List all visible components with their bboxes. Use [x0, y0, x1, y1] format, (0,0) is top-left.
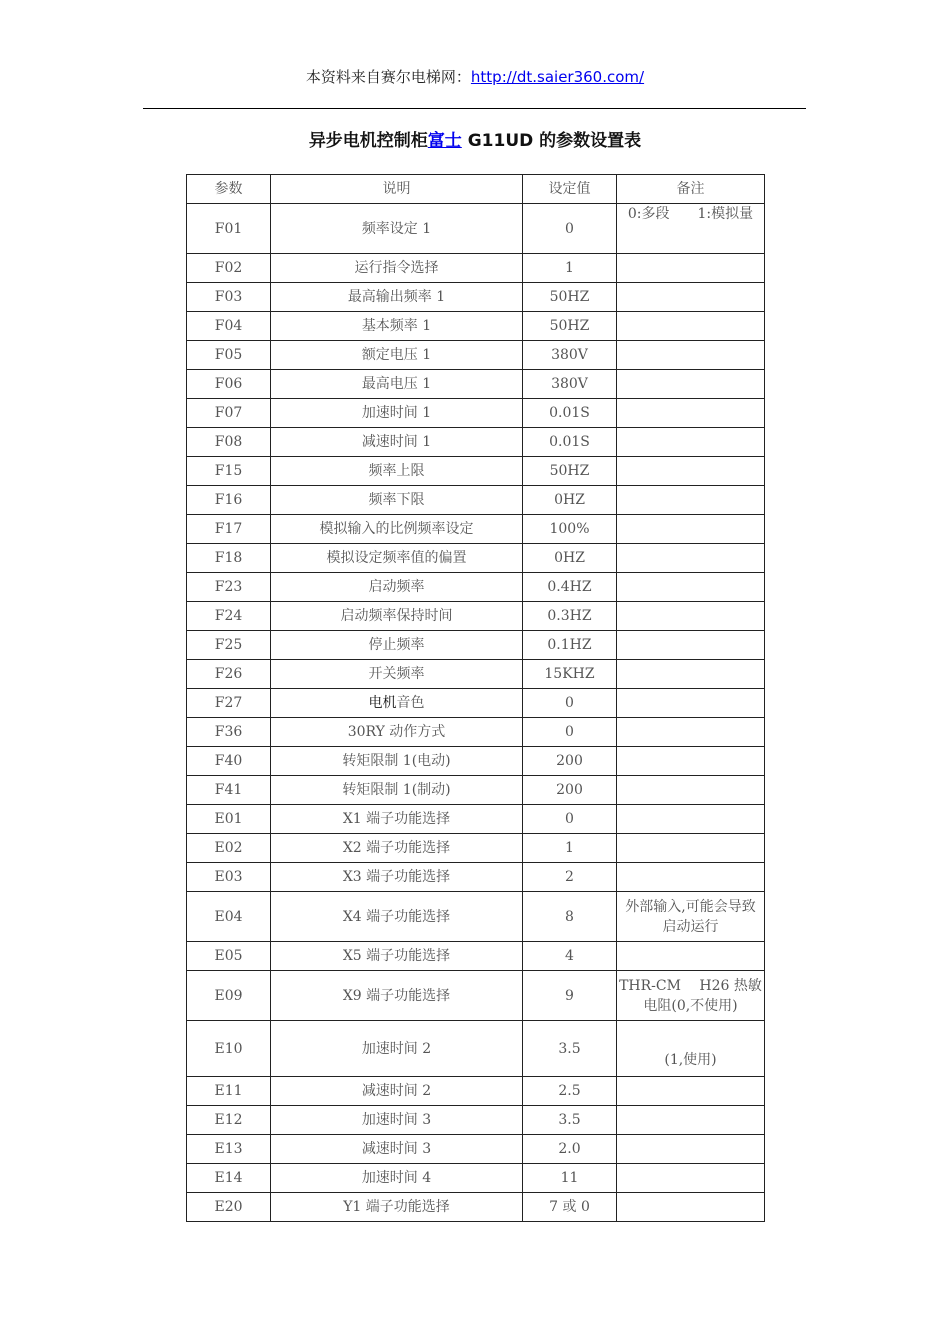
param-description-cell: 转矩限制 1(制动): [271, 776, 523, 805]
param-code-cell: F41: [187, 776, 271, 805]
header-divider: [143, 108, 806, 109]
table-row: [187, 1106, 765, 1135]
param-description-cell: 基本频率 1: [271, 312, 523, 341]
param-code-cell: F36: [187, 718, 271, 747]
param-description-cell: 模拟输入的比例频率设定: [271, 515, 523, 544]
column-header-value: 设定值: [523, 175, 617, 204]
setting-value-cell: 0.01S: [523, 428, 617, 457]
param-code-cell: F24: [187, 602, 271, 631]
setting-value-cell: 0.01S: [523, 399, 617, 428]
remark-cell: [617, 428, 765, 457]
setting-value-cell: 0.3HZ: [523, 602, 617, 631]
param-description-cell: 启动频率保持时间: [271, 602, 523, 631]
setting-value-cell: 200: [523, 776, 617, 805]
table-row: [187, 254, 765, 283]
table-row: [187, 834, 765, 863]
param-code-cell: F04: [187, 312, 271, 341]
param-description-cell: 加速时间 2: [271, 1021, 523, 1077]
param-description-cell: 减速时间 3: [271, 1135, 523, 1164]
setting-value-cell: 7 或 0: [523, 1193, 617, 1222]
table-row: [187, 660, 765, 689]
param-code-cell: E11: [187, 1077, 271, 1106]
remark-cell: [617, 942, 765, 971]
param-code-cell: E14: [187, 1164, 271, 1193]
description-text: 音色: [396, 695, 425, 711]
table-row: [187, 399, 765, 428]
parameter-table: [186, 174, 765, 1222]
remark-cell: [617, 573, 765, 602]
param-code-cell: E01: [187, 805, 271, 834]
param-code-cell: F15: [187, 457, 271, 486]
param-code-cell: E04: [187, 892, 271, 942]
setting-value-cell: 0: [523, 204, 617, 254]
param-code-cell: F16: [187, 486, 271, 515]
param-description-cell: 最高输出频率 1: [271, 283, 523, 312]
setting-value-cell: 50HZ: [523, 312, 617, 341]
param-description-cell: 30RY 动作方式: [271, 718, 523, 747]
remark-cell: 外部输入,可能会导致启动运行: [617, 892, 765, 942]
table-row: [187, 1193, 765, 1222]
param-description-cell: X5 端子功能选择: [271, 942, 523, 971]
param-description-cell: 减速时间 1: [271, 428, 523, 457]
param-code-cell: F27: [187, 689, 271, 718]
setting-value-cell: 380V: [523, 370, 617, 399]
description-emphasis-text: 电机: [368, 695, 397, 711]
remark-cell: [617, 399, 765, 428]
table-row: [187, 1077, 765, 1106]
param-description-cell: X4 端子功能选择: [271, 892, 523, 942]
param-description-cell: 启动频率: [271, 573, 523, 602]
setting-value-cell: 3.5: [523, 1021, 617, 1077]
setting-value-cell: 0HZ: [523, 486, 617, 515]
param-description-cell: 最高电压 1: [271, 370, 523, 399]
table-row: [187, 283, 765, 312]
remark-cell: [617, 515, 765, 544]
table-row: [187, 1135, 765, 1164]
param-description-cell: 停止频率: [271, 631, 523, 660]
param-description-cell: 加速时间 1: [271, 399, 523, 428]
setting-value-cell: 2.0: [523, 1135, 617, 1164]
param-code-cell: E10: [187, 1021, 271, 1077]
table-row: [187, 863, 765, 892]
table-row: [187, 689, 765, 718]
param-code-cell: E12: [187, 1106, 271, 1135]
remark-cell: [617, 776, 765, 805]
table-row: [187, 370, 765, 399]
param-description-cell: [271, 689, 523, 718]
param-code-cell: F01: [187, 204, 271, 254]
table-row: [187, 942, 765, 971]
table-header-row: [187, 175, 765, 204]
param-description-cell: 加速时间 3: [271, 1106, 523, 1135]
table-row: [187, 341, 765, 370]
remark-cell: [617, 834, 765, 863]
remark-cell: [617, 1077, 765, 1106]
setting-value-cell: 1: [523, 254, 617, 283]
table-row: [187, 204, 765, 254]
remark-cell: [617, 370, 765, 399]
remark-cell: [617, 457, 765, 486]
setting-value-cell: 100%: [523, 515, 617, 544]
setting-value-cell: 2: [523, 863, 617, 892]
param-description-cell: X9 端子功能选择: [271, 971, 523, 1021]
remark-cell: [617, 283, 765, 312]
setting-value-cell: 11: [523, 1164, 617, 1193]
table-row: [187, 573, 765, 602]
page-header: [0, 66, 950, 87]
remark-cell: [617, 254, 765, 283]
table-row: [187, 805, 765, 834]
setting-value-cell: 9: [523, 971, 617, 1021]
remark-cell: [617, 747, 765, 776]
remark-cell: [617, 689, 765, 718]
param-code-cell: F17: [187, 515, 271, 544]
remark-cell: [617, 312, 765, 341]
table-row: [187, 1021, 765, 1077]
remark-cell: THR-CM H26 热敏电阻(0,不使用): [617, 971, 765, 1021]
document-title: [0, 126, 950, 151]
remark-cell: [617, 1193, 765, 1222]
setting-value-cell: 8: [523, 892, 617, 942]
setting-value-cell: 1: [523, 834, 617, 863]
table-row: [187, 631, 765, 660]
param-description-cell: 频率下限: [271, 486, 523, 515]
param-description-cell: 开关频率: [271, 660, 523, 689]
param-code-cell: F08: [187, 428, 271, 457]
remark-cell: (1,使用): [617, 1021, 765, 1077]
table-row: [187, 892, 765, 942]
remark-cell: [617, 718, 765, 747]
param-code-cell: E09: [187, 971, 271, 1021]
param-description-cell: 额定电压 1: [271, 341, 523, 370]
title-part-2: G11UD 的参数设置表: [461, 131, 642, 151]
remark-cell: [617, 863, 765, 892]
remark-cell: [617, 1135, 765, 1164]
remark-cell: [617, 602, 765, 631]
param-code-cell: F40: [187, 747, 271, 776]
table-row: [187, 776, 765, 805]
remark-cell: [617, 805, 765, 834]
param-code-cell: F05: [187, 341, 271, 370]
column-header-param: 参数: [187, 175, 271, 204]
remark-cell: 0:多段 1:模拟量: [617, 204, 765, 254]
setting-value-cell: 50HZ: [523, 283, 617, 312]
table-row: [187, 515, 765, 544]
param-description-cell: X2 端子功能选择: [271, 834, 523, 863]
param-code-cell: E20: [187, 1193, 271, 1222]
param-description-cell: 频率设定 1: [271, 204, 523, 254]
setting-value-cell: 0: [523, 718, 617, 747]
table-row: [187, 428, 765, 457]
param-code-cell: F26: [187, 660, 271, 689]
remark-cell: [617, 486, 765, 515]
param-description-cell: 减速时间 2: [271, 1077, 523, 1106]
setting-value-cell: 0: [523, 689, 617, 718]
header-source-text: 本资料来自赛尔电梯网：: [305, 68, 471, 86]
param-description-cell: 转矩限制 1(电动): [271, 747, 523, 776]
table-row: [187, 971, 765, 1021]
setting-value-cell: 0: [523, 805, 617, 834]
param-description-cell: X3 端子功能选择: [271, 863, 523, 892]
param-code-cell: F23: [187, 573, 271, 602]
remark-cell: [617, 341, 765, 370]
table-row: [187, 602, 765, 631]
param-code-cell: F07: [187, 399, 271, 428]
param-description-cell: 模拟设定频率值的偏置: [271, 544, 523, 573]
param-code-cell: F18: [187, 544, 271, 573]
table-row: [187, 457, 765, 486]
remark-cell: [617, 1106, 765, 1135]
setting-value-cell: 200: [523, 747, 617, 776]
setting-value-cell: 50HZ: [523, 457, 617, 486]
param-code-cell: E02: [187, 834, 271, 863]
table-row: [187, 486, 765, 515]
setting-value-cell: 0HZ: [523, 544, 617, 573]
setting-value-cell: 0.4HZ: [523, 573, 617, 602]
table-body: [187, 204, 765, 1222]
param-description-cell: 加速时间 4: [271, 1164, 523, 1193]
table-row: [187, 544, 765, 573]
setting-value-cell: 0.1HZ: [523, 631, 617, 660]
param-description-cell: 运行指令选择: [271, 254, 523, 283]
title-brand-link[interactable]: 富士: [427, 131, 462, 151]
title-part-1: 异步电机控制柜: [308, 131, 428, 151]
setting-value-cell: 380V: [523, 341, 617, 370]
param-code-cell: E05: [187, 942, 271, 971]
column-header-desc: 说明: [271, 175, 523, 204]
param-description-cell: Y1 端子功能选择: [271, 1193, 523, 1222]
param-code-cell: E03: [187, 863, 271, 892]
table-row: [187, 312, 765, 341]
column-header-note: 备注: [617, 175, 765, 204]
setting-value-cell: 4: [523, 942, 617, 971]
setting-value-cell: 15KHZ: [523, 660, 617, 689]
param-code-cell: E13: [187, 1135, 271, 1164]
remark-cell: [617, 660, 765, 689]
param-code-cell: F25: [187, 631, 271, 660]
param-code-cell: F06: [187, 370, 271, 399]
header-source-link[interactable]: http://dt.saier360.com/: [470, 68, 645, 86]
param-description-cell: 频率上限: [271, 457, 523, 486]
setting-value-cell: 2.5: [523, 1077, 617, 1106]
table-row: [187, 747, 765, 776]
setting-value-cell: 3.5: [523, 1106, 617, 1135]
remark-cell: [617, 1164, 765, 1193]
remark-cell: [617, 544, 765, 573]
param-code-cell: F03: [187, 283, 271, 312]
param-code-cell: F02: [187, 254, 271, 283]
remark-cell: [617, 631, 765, 660]
table-row: [187, 718, 765, 747]
table-row: [187, 1164, 765, 1193]
param-description-cell: X1 端子功能选择: [271, 805, 523, 834]
